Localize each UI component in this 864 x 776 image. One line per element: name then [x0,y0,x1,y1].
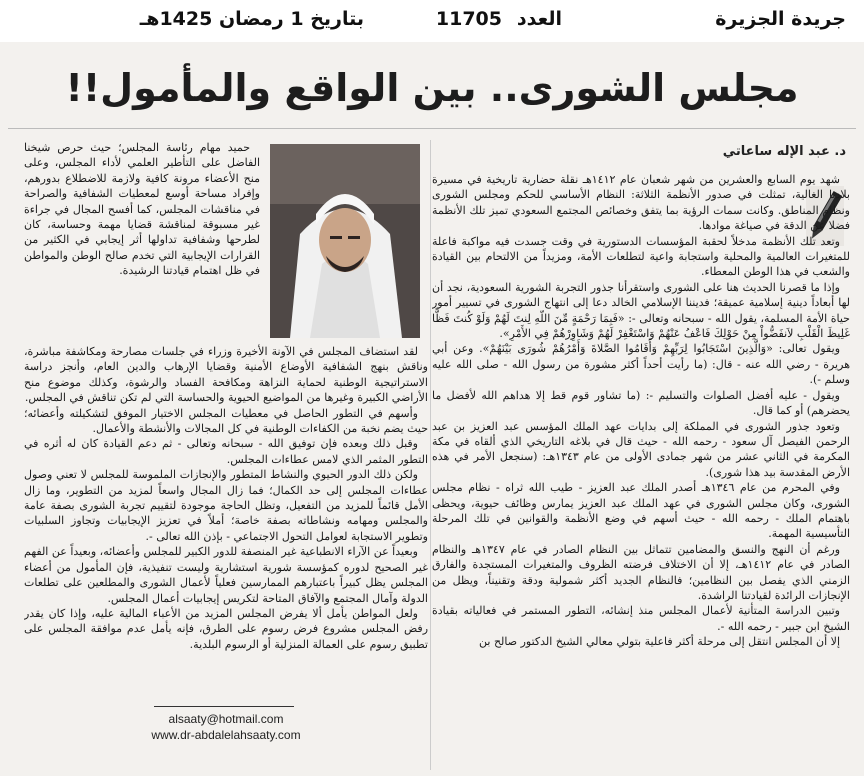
issue-number: 11705 [435,8,502,30]
paragraph: وفي المحرم من عام ١٣٤٦هـ أصدر الملك عبد العزيز - طيب الله ثراه - نظام مجلس الشورى، وكان مجلس الشورى في عهد الملك عبد العزيز يمارس وظائف حيوية، ويحظى باهتمام الملك - رحمه الله - حيث أسهم في وضع الأنظمة والقوانين في تلك المرحلة التأسيسية المهمة. [432,481,850,541]
masthead [0,0,864,42]
left-column [24,344,428,664]
paragraph: حميد مهام رئاسة المجلس؛ حيث حرص شيخنا الفاضل على التأطير العلمي لأداء المجلس، وعلى منح الأعضاء مرونة كافية ولازمة للاضطلاع بدورهم، وإفراد مساحة أوسع لمعطيات الشفافية والصراحة في مناقشات المجلس، كما أفسح المجال في جراءة غير مسبوقة لمناقشة قضايا مهمة وحساسة، كان لطرحها وشفافية تداولها أثر إيجابي في الكثير من القرارات الإيجابية التي تخدم صالح الوطن والمواطن في ظل اهتمام قيادتنا الرشيدة. [24,141,260,278]
author-contact [24,706,428,743]
author-email: alsaaty@hotmail.com [168,712,284,726]
headline: مجلس الشورى.. بين الواقع والمأمول!! [65,66,799,110]
paragraph: ويقول تعالى: «وَالَّذِينَ اسْتَجَابُوا لِرَبِّهِمْ وَأَقَامُوا الصَّلاةَ وَأَمْرُهُمْ شُورَى بَيْنَهُمْ». وعن أبي هريرة - رضي الله عنه - قال: (ما رأيت أحداً أكثر مشورة من رسول الله - صلى الله عليه وسلم -). [432,342,850,387]
paragraph: وتعد تلك الأنظمة مدخلاً لحقبة المؤسسات الدستورية في وقت جسدت فيه مواكبة فاعلة للمتغيرات العالمية والمحلية واستجابة واعية لتطلعات الأمة، ومزيداً من الالتحام بين القيادة والشعب في هذا الوطن المعطاء. [432,234,850,279]
newspaper-name: جريدة الجزيرة [715,8,846,30]
paragraph: وتبين الدراسة المتأنية لأعمال المجلس منذ إنشائه، التطور المستمر في فعالياته بقيادة الشيخ ابن جبير - رحمه الله -. [432,604,850,633]
right-column [432,172,850,772]
author-website: www.dr-abdalelahsaaty.com [151,728,301,742]
paragraph: إلا أن المجلس انتقل إلى مرحلة أكثر فاعلية بتولي معالي الشيخ الدكتور صالح بن [479,635,840,649]
headline-rule [8,128,856,129]
issue-label: العدد [516,8,562,30]
paragraph: وإذا ما قصرنا الحديث هنا على الشورى واستقرأنا جذور التجربة الشورية السعودية، نجد أن لها أبعاداً دينية إسلامية عميقة؛ فديننا الإسلامي الخالد دعا إلى انتهاج الشورى في تسيير أمور حياة الأمة المسلمة، يقول الله - سبحانه وتعالى -: «فَبِمَا رَحْمَةٍ مِّنَ اللّهِ لِنتَ لَهُمْ وَلَوْ كُنتَ فَظًّا غَلِيظَ الْقَلْبِ لاَنفَضُّواْ مِنْ حَوْلِكَ فَاعْفُ عَنْهُمْ وَاسْتَغْفِرْ لَهُمْ وَشَاوِرْهُمْ فِي الأَمْرِ». [432,280,850,341]
issue-date: بتاريخ 1 رمضان 1425هـ [139,8,364,30]
paragraph: وبعيداً عن الآراء الانطباعية غير المنصفة للدور الكبير للمجلس وأعضائه، وبعيداً عن الفهم غير الصحيح لدوره كمؤسسة شورية استشارية وليست تنفيذية، فإن المأمول من أعضاء المجلس يظل كبيراً باعتبارهم الممارسين فعلياً لأعمال الشورى والمطلعين على تطلعات الدولة وآمال المجتمع والآفاق المتاحة لتكريس إيجابيات أعمال المجلس. [24,545,428,605]
paragraph: وقبل ذلك وبعده فإن توفيق الله - سبحانه وتعالى - ثم دعم القيادة كان له أثره في التطور المثمر الذي لامس عطاءات المجلس. [24,437,428,466]
author-photo [270,144,420,338]
paragraph: ولعل المواطن يأمل ألا يفرض المجلس المزيد من الأعباء المالية عليه، وإذا كان يقدر رفض المجلس مشروع فرض رسوم على الطرق، فإنه يأمل عدم موافقة المجلس على تطبيق رسوم على العمالة المنزلية أو الرسوم البلدية. [24,606,428,651]
paragraph: ورغم أن النهج والنسق والمضامين تتماثل بين النظام الصادر في عام ١٣٤٧هـ والنظام الصادر في عام ١٤١٢هـ، إلا أن الاختلاف فرضته الظروف والمتغيرات المستجدة والفارق الزمني الذي يفصل بين النظامين؛ فالنظام الجديد أكثر شمولية ودقة وتقنيناً، ويظل من الإنجازات الرائدة لقيادتنا الراشدة. [432,542,850,602]
paragraph: ويقول - عليه أفضل الصلوات والتسليم -: (ما تشاور قوم قط إلا هداهم الله لأفضل ما يحضرهم) أو كما قال. [432,388,850,418]
contact-rule [154,706,294,707]
paragraph: ولكن ذلك الدور الحيوي والنشاط المتطور والإنجازات الملموسة للمجلس لا تعني وصول عطاءات المجلس إلى حد الكمال؛ فما زال المجال واسعاً لمزيد من التطوير، وما زال الأمل قائماً للمزيد من التفعيل، وتظل الحاجة موجودة لتقييم تجربة الشورى بصفة عامة والمجلس ومهامه ونشاطاته بصفة خاصة؛ أملاً في تعزيز الإيجابيات وتجاوز السلبيات وتطوير الاستجابة لعوامل التحول الاجتماعي - بإذن الله تعالى -. [24,468,428,543]
column-divider [430,140,431,770]
paragraph: وتعود جذور الشورى في المملكة إلى بدايات عهد الملك المؤسس عبد العزيز بن عبد الرحمن الفيصل آل سعود - رحمه الله - حيث قال في بلاغه التاريخي الذي ألقاه في مكة المكرمة في الثاني عشر من شهر جمادى الأولى من عام ١٣٤٣هـ: (سنجعل الأمر في هذه الأرض المقدسة بيد هذا شورى). [432,419,850,479]
paragraph: شهد يوم السابع والعشرين من شهر شعبان عام ١٤١٢هـ نقلة حضارية تاريخية في مسيرة بلادنا الغالية، تمثلت في صدور الأنظمة الثلاثة: النظام الأساسي للحكم ومجلس الشورى ونظام المناطق. وكانت سمات الرؤية بما يتفق وخصائص المجتمع السعودي تميز تلك الأنظمة فضلا عن الدقة في صياغة موادها. [432,173,850,233]
author-byline: د. عبد الإله ساعاتي [722,144,846,159]
paragraph: وأسهم في التطور الحاصل في معطيات المجلس الاختيار الموفق لتشكيلته وأعضائه؛ حيث يضم نخبة من الكفاءات الوطنية في كل المجالات والأنشطة والأعمال. [24,406,428,436]
left-top-column [24,140,260,340]
paragraph: لقد استضاف المجلس في الآونة الأخيرة وزراء في جلسات مصارحة ومكاشفة مباشرة، وناقش بنهج الشفافية الأوضاع الأمنية وقضايا الإرهاب والدين العام، وأنجز دراسة الاستراتيجية الوطنية لحماية النزاهة ومكافحة الفساد والرشوة، وكذلك موضوع منح الأراضي الكبيرة وغيرها من المواضيع الحيوية والحساسة التي لم تكن تناقش في المجلس. [24,345,428,405]
